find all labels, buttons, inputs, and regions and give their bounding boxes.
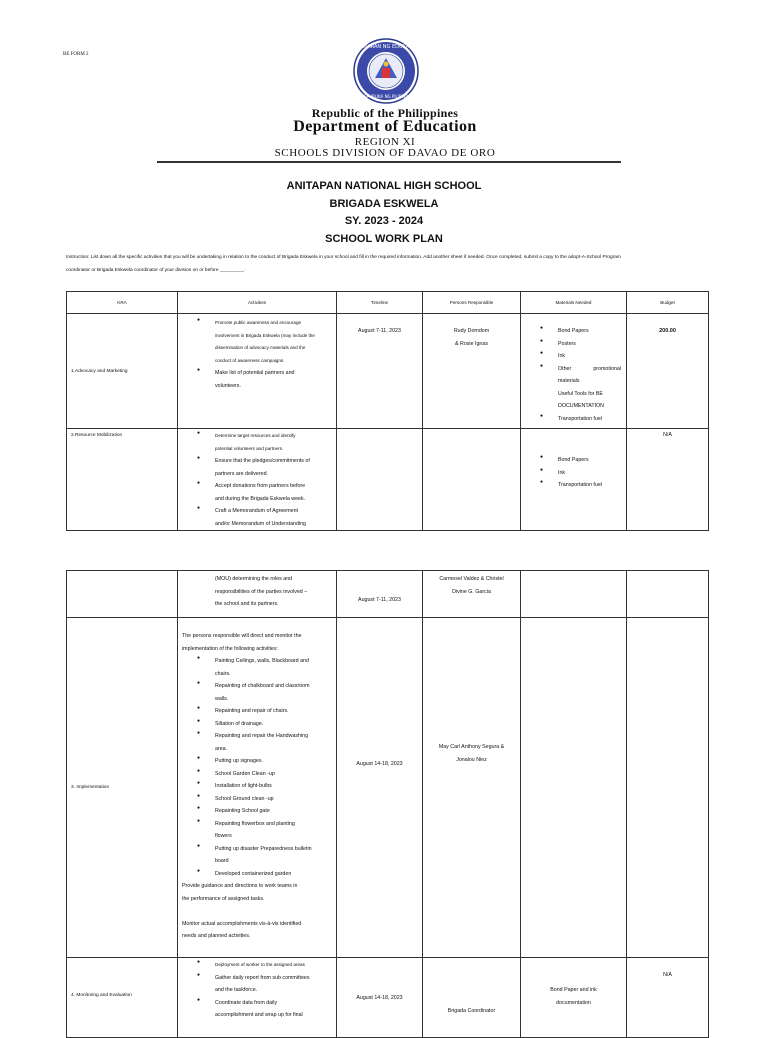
list-item: ● Repainting and repair of chairs. xyxy=(178,705,336,718)
letterhead-divider xyxy=(157,161,621,163)
header-timeline: Timeline xyxy=(337,292,423,314)
header-activities: Activities xyxy=(178,292,337,314)
kra-cell: 2.Resource Mobilization xyxy=(67,429,178,531)
table-row xyxy=(67,618,709,958)
list-item: ● Developed containerized garden xyxy=(178,868,336,881)
persons-cell: Carmesel Valdez & Christel Divine G. Garcia xyxy=(423,571,521,618)
document-title: SCHOOL WORK PLAN xyxy=(325,233,443,245)
work-plan-table-part-1 xyxy=(66,291,709,531)
list-item: ● Craft a Memorandum of Agreement and/or Memorandum of Understanding xyxy=(178,505,336,530)
activities-cell xyxy=(178,314,337,429)
letterhead-region: REGION XI xyxy=(354,136,416,148)
activities-cell xyxy=(178,429,337,531)
list-item: ● Ink xyxy=(521,467,626,480)
list-item: ● Repainting of chalkboard and classroom walls. xyxy=(178,680,336,705)
kra-cell: 4. Monitoring and Evaluation xyxy=(67,958,178,1038)
materials-cell xyxy=(521,429,627,531)
list-item: ● Deployment of worker to the assigned areas xyxy=(178,959,336,972)
list-item: ● School Garden Clean -up xyxy=(178,768,336,781)
list-item: ● Ink xyxy=(521,350,626,363)
svg-text:KAGAWARAN NG EDUKASYON: KAGAWARAN NG EDUKASYON xyxy=(349,44,423,50)
list-item: ● Repainting flowerbox and planting flowers xyxy=(178,818,336,843)
letterhead-department: Department of Education xyxy=(293,118,477,135)
materials-cell xyxy=(521,618,627,958)
school-year: SY. 2023 - 2024 xyxy=(344,215,424,227)
list-item: ● Painting Ceilings, walls, Blackboard and chairs. xyxy=(178,655,336,680)
letterhead-republic: Republic of the Philippines xyxy=(311,106,459,120)
list-item: ● Make list of potential partners and volunteers. xyxy=(178,367,336,392)
implementation-list xyxy=(178,655,336,880)
activities-cell xyxy=(178,958,337,1038)
activities-cell: (MOU) determining the roles and responsibilities of the parties involved – the school and its partners. xyxy=(178,571,337,618)
list-item: ● Repainting School gate xyxy=(178,805,336,818)
list-item: ● Transportation fuel xyxy=(521,413,626,426)
table-header-row xyxy=(67,292,709,314)
program-name: BRIGADA ESKWELA xyxy=(329,198,439,210)
timeline-cell xyxy=(337,429,423,531)
list-item: ● Accept donations from partners before and during the Brigada Eskwela week. xyxy=(178,480,336,505)
instruction-line-2: coordinator or Brigada Eskwela coordinator of your division on or before _________. xyxy=(66,268,246,273)
list-item: ● Gather daily report from sub committees and the taskforce. xyxy=(178,972,336,997)
header-persons: Persons Responsible xyxy=(423,292,521,314)
timeline-cell: August 14-18, 2023 xyxy=(337,618,423,958)
list-item: ● Putting up disaster Preparedness bulletin board xyxy=(178,843,336,868)
table-row xyxy=(67,429,709,531)
persons-cell: Brigada Coordinator xyxy=(423,958,521,1038)
kra-cell: 3. Implementation xyxy=(67,618,178,958)
timeline-cell: August 14-18, 2023 xyxy=(337,958,423,1038)
materials-cell xyxy=(521,571,627,618)
svg-text:REPUBLIKA NG PILIPINAS: REPUBLIKA NG PILIPINAS xyxy=(361,94,411,99)
activities-cell: The persons responsible will direct and monitor the implementation of the following activities: ● Painting Ceilings, walls, Blackboard and chairs. ● Repainting of chalkboard and classroom walls. ● Repainting and repair of chairs. ● Siltation of drainage. ● Repainting and repair the Handwashing area. ● Putting up signages. ● School Garden Clean -up ● Installation of light-bulbs ● School Ground clean -up ● Repainting School gate ● Repainting flowerbox and planting flowers ● Putting up disaster Preparedness bulletin board ● Developed containerized garden Provide guidance and directions to work teams in the performance of assigned tasks. Monitor actual accomplishments vis-à-vis identified needs and planned activities. xyxy=(178,618,337,958)
work-plan-table-part-2 xyxy=(66,570,709,1038)
budget-cell xyxy=(627,618,709,958)
list-item: ● Determine target resources and identify potential volunteers and partners. xyxy=(178,430,336,455)
materials-cell: Bond Paper and ink documentation xyxy=(521,958,627,1038)
list-item: ● Bond Papers xyxy=(521,325,626,338)
list-item: ● Posters xyxy=(521,338,626,351)
table-row xyxy=(67,958,709,1038)
list-item: ● School Ground clean -up xyxy=(178,793,336,806)
persons-cell: May Carl Anthony Segura & Jonalou Niez xyxy=(423,618,521,958)
header-kra: KRA xyxy=(67,292,178,314)
instruction-line-1: Instruction: List down all the specific activities that you will be undertaking in relation to the conduct of Brigada Eskwela in your school and fill in the required information. Add another sheet if needed. Once completed, submit a copy to the adopt-A-School Program xyxy=(66,255,621,260)
list-item: ● Transportation fuel xyxy=(521,479,626,492)
budget-cell: 200.00 xyxy=(627,314,709,429)
persons-cell xyxy=(423,429,521,531)
budget-cell: N/A xyxy=(627,958,709,1038)
school-name: ANITAPAN NATIONAL HIGH SCHOOL xyxy=(286,180,482,192)
list-item: ● Bond Papers xyxy=(521,454,626,467)
list-item: ● Other promotional xyxy=(521,363,626,376)
list-item: ● Coordinate data from daily accomplishment and wrap up for final xyxy=(178,997,336,1022)
budget-cell: N/A xyxy=(627,429,709,531)
table-row xyxy=(67,314,709,429)
list-item: ● Installation of light-bulbs xyxy=(178,780,336,793)
list-item: ● Ensure that the pledges/commitments of partners are delivered. xyxy=(178,455,336,480)
header-materials: Materials Needed xyxy=(521,292,627,314)
letterhead-division: SCHOOLS DIVISION OF DAVAO DE ORO xyxy=(274,147,496,159)
budget-cell xyxy=(627,571,709,618)
kra-cell xyxy=(67,571,178,618)
list-item: ● Promote public awareness and encourage involvement in Brigada Eskwela (may include the dissemination of advocacy materials and the conduct of awareness campaigns. xyxy=(178,317,336,367)
timeline-cell: August 7-11, 2023 xyxy=(337,571,423,618)
kra-cell: 1.Advocacy and Marketing xyxy=(67,314,178,429)
list-item: ● Putting up signages. xyxy=(178,755,336,768)
list-item: ● Repainting and repair the Handwashing area. xyxy=(178,730,336,755)
persons-cell: Rudy Domdom & Rosie Ignas xyxy=(423,314,521,429)
deped-seal-logo xyxy=(349,38,423,104)
form-code: BE FORM 2 xyxy=(63,52,89,57)
timeline-cell: August 7-11, 2023 xyxy=(337,314,423,429)
materials-cell: ● Bond Papers ● Posters ● Ink ● Other promotional materials Useful Tools for BE DOCUMENTATION ● Transportation fuel xyxy=(521,314,627,429)
list-item: ● Siltation of drainage. xyxy=(178,718,336,731)
table-row xyxy=(67,571,709,618)
instruction-text xyxy=(66,251,708,277)
header-budget: Budget xyxy=(627,292,709,314)
